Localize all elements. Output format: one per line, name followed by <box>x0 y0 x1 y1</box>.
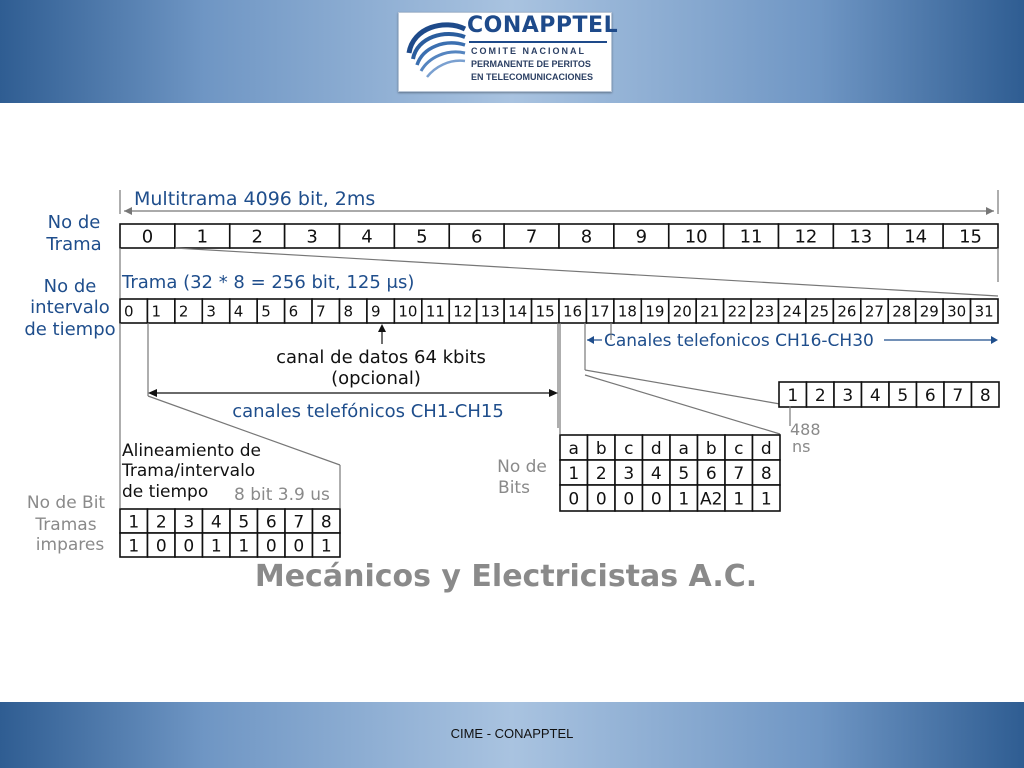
sig-letter-label: d <box>760 438 772 459</box>
sig-value-label: 1 <box>760 489 772 510</box>
intervalo-label: 10 <box>398 302 418 321</box>
canal-datos-opcional: (opcional) <box>331 368 421 389</box>
intervalo-label: 2 <box>178 302 189 321</box>
sig-number-label: 1 <box>568 463 580 484</box>
intervalo-label: 13 <box>480 302 500 321</box>
trama-label: 4 <box>361 226 373 248</box>
intervalo-label: 4 <box>233 302 244 321</box>
intervalo-row <box>120 299 998 323</box>
bits-ts-label: 5 <box>897 385 909 406</box>
align-value-label: 0 <box>155 536 167 557</box>
row-label-intervalo-3: de tiempo <box>24 319 116 340</box>
sig-value-label: 0 <box>650 489 662 510</box>
sig-value-label: 1 <box>678 489 690 510</box>
alignment-table <box>120 509 340 557</box>
intervalo-label: 11 <box>425 302 445 321</box>
align-value-label: 1 <box>210 536 222 557</box>
intervalo-label: 21 <box>700 302 720 321</box>
align-number-label: 6 <box>265 512 277 533</box>
trama-label: 2 <box>251 226 263 248</box>
align-value-label: 0 <box>293 536 305 557</box>
signaling-table <box>560 435 780 511</box>
intervalo-label: 15 <box>535 302 555 321</box>
align-number-label: 8 <box>320 512 332 533</box>
intervalo-label: 3 <box>206 302 216 321</box>
align-value-label: 0 <box>183 536 195 557</box>
row-label-intervalo-1: No de <box>43 276 97 297</box>
intervalo-label: 0 <box>124 302 134 321</box>
align-number-label: 2 <box>155 512 167 533</box>
logo-name: CONAPPTEL <box>467 13 619 38</box>
intervalo-label: 24 <box>782 302 802 321</box>
align-value-label: 1 <box>128 536 140 557</box>
alineamiento-label-1: Alineamiento de <box>122 441 261 461</box>
trama-label: 10 <box>684 226 708 248</box>
intervalo-label: 8 <box>343 302 354 321</box>
sig-value-label: 1 <box>733 489 745 510</box>
intervalo-label: 22 <box>727 302 747 321</box>
bits-ts-label: 8 <box>979 385 991 406</box>
ns-label-2: ns <box>792 437 811 456</box>
sig-letter-label: c <box>624 438 634 459</box>
align-number-label: 4 <box>210 512 222 533</box>
trama-label: 14 <box>904 226 928 248</box>
canal-datos-label: canal de datos 64 kbits <box>276 347 486 368</box>
watermark-text: Mecánicos y Electricistas A.C. <box>254 559 758 594</box>
trama-label: 7 <box>525 226 538 248</box>
no-de-bits-label-2: Bits <box>498 478 530 498</box>
align-number-label: 1 <box>128 512 140 533</box>
sig-value-label: 0 <box>595 489 607 510</box>
intervalo-label: 19 <box>645 302 665 321</box>
intervalo-label: 31 <box>974 302 994 321</box>
align-number-label: 7 <box>293 512 305 533</box>
trama-label: Trama (32 * 8 = 256 bit, 125 μs) <box>122 272 415 293</box>
trama-label: 9 <box>635 226 648 248</box>
trama-label: 3 <box>306 226 318 248</box>
alineamiento-label-3: de tiempo <box>122 482 209 502</box>
intervalo-label: 30 <box>947 302 967 321</box>
align-value-label: 0 <box>265 536 277 557</box>
intervalo-label: 9 <box>370 302 381 321</box>
multitrama-label: Multitrama 4096 bit, 2ms <box>134 188 376 210</box>
sig-letter-label: a <box>568 438 579 459</box>
intervalo-label: 1 <box>151 302 161 321</box>
trama-label: 12 <box>794 226 818 248</box>
bit-duration-label: 8 bit 3.9 us <box>234 485 330 505</box>
bits-ts-label: 6 <box>924 385 936 406</box>
logo-line-2: PERMANENTE DE PERITOS <box>471 59 591 69</box>
intervalo-label: 16 <box>563 302 583 321</box>
align-number-label: 3 <box>183 512 195 533</box>
row-label-trama-2: Trama <box>46 234 102 255</box>
trama-label: 5 <box>416 226 428 248</box>
bits-ts-label: 3 <box>842 385 854 406</box>
sig-letter-label: a <box>678 438 689 459</box>
trama-label: 11 <box>739 226 763 248</box>
trama-label: 6 <box>470 226 483 248</box>
logo-line-1: COMITE NACIONAL <box>471 46 586 56</box>
intervalo-label: 7 <box>316 302 326 321</box>
align-number-label: 5 <box>238 512 250 533</box>
trama-label: 8 <box>580 226 593 248</box>
intervalo-label: 12 <box>453 302 473 321</box>
intervalo-label: 23 <box>755 302 775 321</box>
intervalo-label: 18 <box>617 302 637 321</box>
sig-letter-label: b <box>595 438 607 459</box>
no-de-bits-label-1: No de <box>497 457 547 477</box>
no-de-bit-label-2: Tramas <box>35 515 97 535</box>
sig-number-label: 7 <box>733 463 745 484</box>
canales-ch16-label: Canales telefonicos CH16-CH30 <box>604 331 874 351</box>
row-label-trama-1: No de <box>47 212 101 233</box>
sig-letter-label: c <box>734 438 744 459</box>
trama-label: 0 <box>141 226 154 248</box>
intervalo-label: 5 <box>261 302 271 321</box>
sig-number-label: 2 <box>595 463 607 484</box>
no-de-bit-label-1: No de Bit <box>26 493 106 513</box>
logo-line-3: EN TELECOMUNICACIONES <box>471 72 594 82</box>
row-label-intervalo-2: intervalo <box>30 297 110 318</box>
sig-number-label: 5 <box>678 463 690 484</box>
alineamiento-label-2: Trama/intervalo <box>122 461 256 481</box>
intervalo-label: 27 <box>864 302 884 321</box>
trama-row <box>120 224 998 248</box>
sig-value-label: 0 <box>568 489 580 510</box>
intervalo-label: 17 <box>590 302 610 321</box>
bits-ts-label: 1 <box>787 385 799 406</box>
align-value-label: 1 <box>238 536 250 557</box>
intervalo-label: 25 <box>809 302 830 321</box>
canales-ch1-label: canales telefónicos CH1-CH15 <box>232 401 504 422</box>
sig-number-label: 3 <box>623 463 635 484</box>
sig-number-label: 4 <box>650 463 662 484</box>
bits-ts-label: 2 <box>814 385 826 406</box>
bits-ts-label: 7 <box>952 385 964 406</box>
trama-label: 13 <box>849 226 873 248</box>
no-de-bit-label-3: impares <box>35 535 105 555</box>
sig-value-label: 0 <box>623 489 635 510</box>
intervalo-label: 29 <box>919 302 939 321</box>
intervalo-label: 28 <box>892 302 912 321</box>
align-value-label: 1 <box>320 536 332 557</box>
sig-letter-label: b <box>705 438 717 459</box>
intervalo-label: 6 <box>288 302 299 321</box>
bits-ts-row <box>779 382 999 407</box>
sig-value-label: A2 <box>700 489 723 510</box>
sig-number-label: 8 <box>760 463 772 484</box>
sig-number-label: 6 <box>705 463 717 484</box>
intervalo-label: 26 <box>837 302 857 321</box>
trama-label: 15 <box>959 226 983 248</box>
sig-letter-label: d <box>650 438 662 459</box>
intervalo-label: 20 <box>672 302 692 321</box>
trama-label: 1 <box>196 226 209 248</box>
footer-text: CIME - CONAPPTEL <box>450 726 574 741</box>
bits-ts-label: 4 <box>869 385 881 406</box>
ns-label-1: 488 <box>790 420 821 439</box>
intervalo-label: 14 <box>508 302 528 321</box>
